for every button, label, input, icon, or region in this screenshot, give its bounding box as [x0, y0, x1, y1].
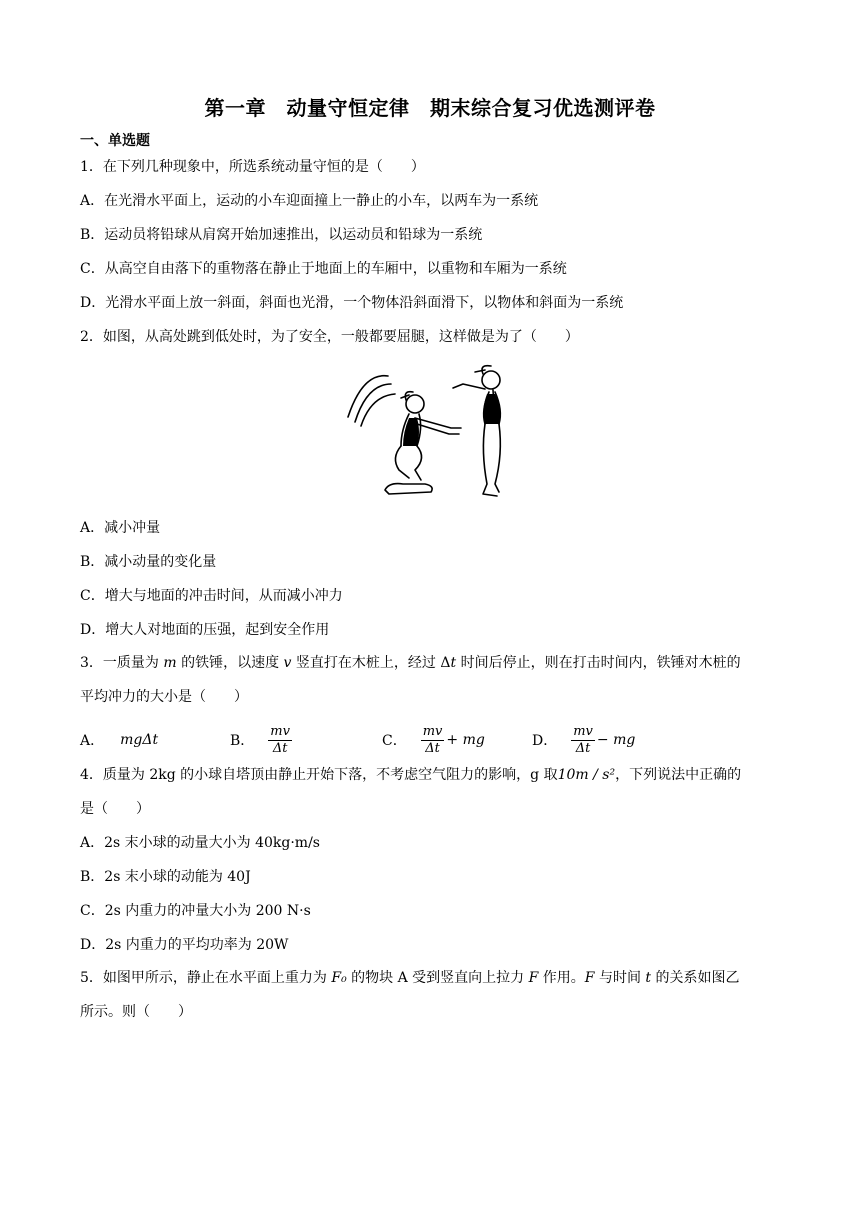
q3-option-a: A． mgΔt	[80, 732, 159, 749]
q4-option-d: D．2s 内重力的平均功率为 20W	[80, 937, 289, 953]
q3-option-d: D． $\frac{mv}{\Delta t}$ − mg	[532, 723, 636, 756]
page-title: 第一章 动量守恒定律 期末综合复习优选测评卷	[204, 96, 656, 120]
q1-option-d: D．光滑水平面上放一斜面，斜面也光滑，一个物体沿斜面滑下，以物体和斜面为一系统	[80, 295, 624, 311]
q2-stem: 2．如图，从高处跳到低处时，为了安全，一般都要屈腿，这样做是为了（ ）	[80, 329, 579, 345]
q1-stem: 1．在下列几种现象中，所选系统动量守恒的是（ ）	[80, 159, 425, 175]
q4-option-b: B．2s 末小球的动能为 40J	[80, 869, 251, 885]
q3-b-fraction: $\frac{mv}{\Delta t}$	[270, 723, 290, 756]
q1-option-a: A．在光滑水平面上，运动的小车迎面撞上一静止的小车，以两车为一系统	[80, 193, 539, 209]
section-heading: 一、单选题	[80, 133, 150, 149]
q5-stem-line2: 所示。则（ ）	[80, 1004, 192, 1020]
q4-stem-line2: 是（ ）	[80, 801, 150, 817]
q2-option-d: D．增大人对地面的压强，起到安全作用	[80, 622, 330, 638]
q4-option-c: C．2s 内重力的冲量大小为 200 N·s	[80, 903, 311, 919]
q3-d-fraction: $\frac{mv}{\Delta t}$	[573, 723, 593, 756]
q3-stem-line1: 3．一质量为 m 的铁锤，以速度 v 竖直打在木桩上，经过 Δt 时间后停止，则在打击时间内，铁锤对木桩的	[80, 655, 741, 671]
q2-option-a: A．减小冲量	[80, 520, 161, 536]
q4-stem-line1: 4．质量为 2kg 的小球自塔顶由静止开始下落，不考虑空气阻力的影响，g 取10m / s²，下列说法中正确的	[80, 767, 742, 783]
q3-stem-line2: 平均冲力的大小是（ ）	[80, 689, 248, 705]
q1-option-b: B．运动员将铅球从肩窝开始加速推出，以运动员和铅球为一系统	[80, 227, 483, 243]
q4-option-a: A．2s 末小球的动量大小为 40kg·m/s	[80, 835, 320, 851]
q3-option-c: C． $\frac{mv}{\Delta t}$ + mg	[382, 723, 485, 756]
q1-option-c: C．从高空自由落下的重物落在静止于地面上的车厢中，以重物和车厢为一系统	[80, 261, 567, 277]
q2-option-b: B．减小动量的变化量	[80, 554, 217, 570]
jumping-figure-illustration	[343, 362, 523, 502]
q3-c-fraction: $\frac{mv}{\Delta t}$	[422, 723, 443, 756]
q3-option-b: B． $\frac{mv}{\Delta t}$	[230, 723, 290, 756]
q3-options	[80, 720, 780, 760]
q5-stem-line1: 5．如图甲所示，静止在水平面上重力为 F₀ 的物块 A 受到竖直向上拉力 F 作用。F 与时间 t 的关系如图乙	[80, 970, 740, 986]
q2-option-c: C．增大与地面的冲击时间，从而减小冲力	[80, 588, 343, 604]
